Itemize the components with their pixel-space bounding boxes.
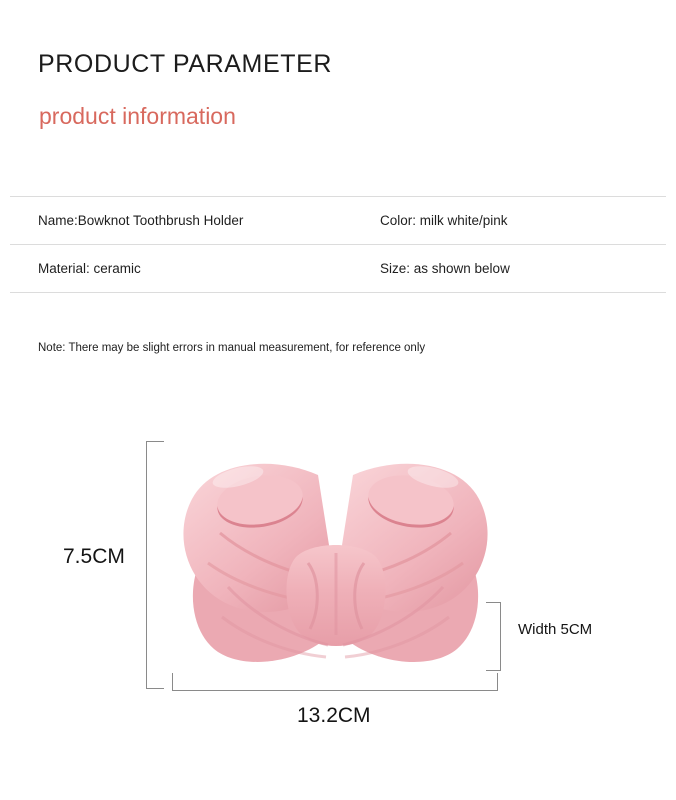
spec-color-cell: Color: milk white/pink <box>380 213 508 228</box>
height-guide-line <box>146 441 147 689</box>
depth-guide-line <box>500 602 501 670</box>
height-label: 7.5CM <box>63 545 125 568</box>
depth-label: Width 5CM <box>518 621 593 638</box>
width-guide-tick-right <box>497 673 498 691</box>
spec-name-cell: Name:Bowknot Toothbrush Holder <box>38 213 244 228</box>
page-title: PRODUCT PARAMETER <box>38 50 333 78</box>
height-guide-tick-bottom <box>146 688 164 689</box>
product-image <box>168 437 503 692</box>
specification-table <box>10 196 666 293</box>
spec-size-cell: Size: as shown below <box>380 261 510 276</box>
height-guide-tick-top <box>146 441 164 442</box>
table-row <box>10 196 666 245</box>
section-subtitle: product information <box>39 103 236 129</box>
table-row <box>10 245 666 293</box>
width-guide-line <box>172 690 497 691</box>
depth-guide-tick-top <box>486 602 501 603</box>
measurement-note: Note: There may be slight errors in manual measurement, for reference only <box>38 342 426 354</box>
width-guide-tick-left <box>172 673 173 691</box>
width-label: 13.2CM <box>297 704 371 727</box>
spec-material-cell: Material: ceramic <box>38 261 141 276</box>
depth-guide-tick-bottom <box>486 670 501 671</box>
